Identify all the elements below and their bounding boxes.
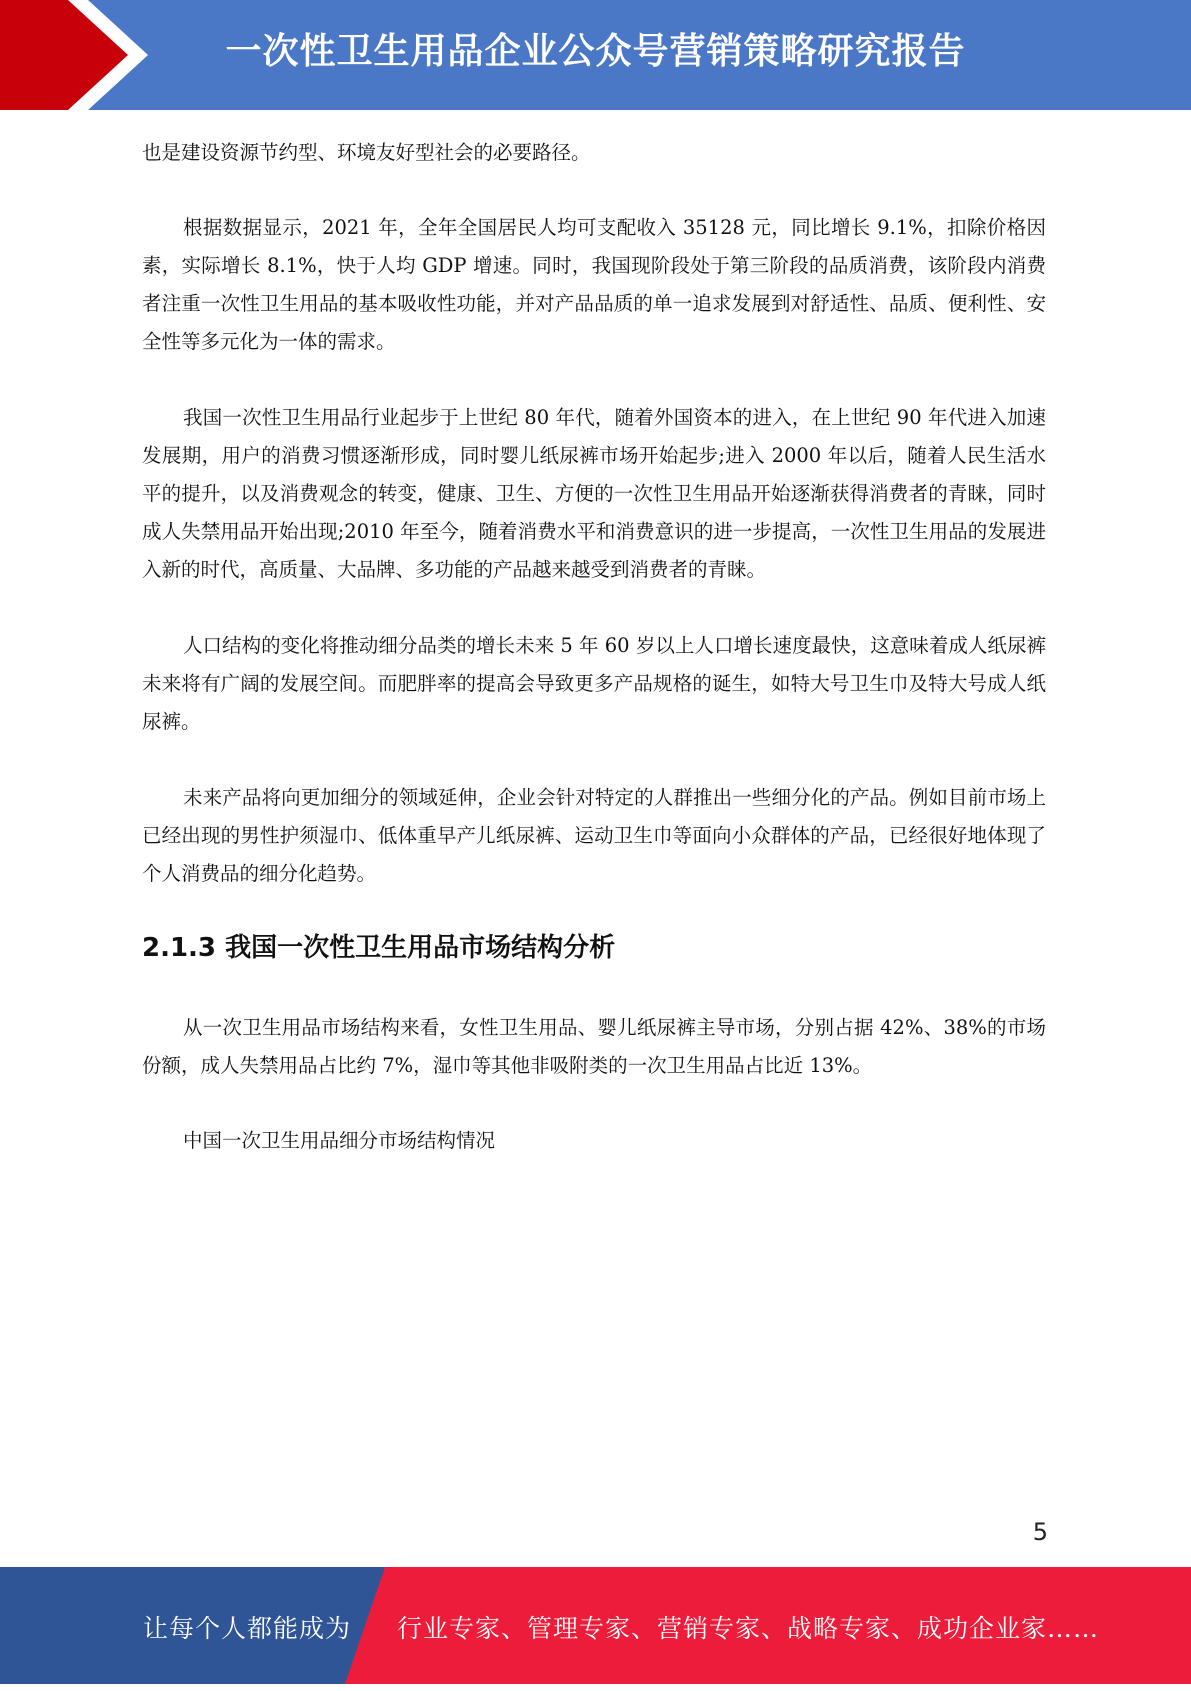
paragraph-income: 根据数据显示，2021 年，全年全国居民人均可支配收入 35128 元，同比增长 9.1%，扣除价格因素，实际增长 8.1%，快于人均 GDP 增速。同时，我国现阶段处于第三阶段的品质消费，该阶段内消费者注重一次性卫生用品的基本吸收性功能，并对产品品质的单一追求发展到对舒适性、品质、便利性、安全性等多元化为一体的需求。 [142,216,1046,353]
paragraph-industry-history: 我国一次性卫生用品行业起步于上世纪 80 年代，随着外国资本的进入，在上世纪 90 年代进入加速发展期，用户的消费习惯逐渐形成，同时婴儿纸尿裤市场开始起步;进入 2000 年以后，随着人民生活水平的提升，以及消费观念的转变，健康、卫生、方便的一次性卫生用品开始逐渐获得消费者的青睐，同时成人失禁用品开始出现;2010 年至今，随着消费水平和消费意识的进一步提高，一次性卫生用品的发展进入新的时代，高质量、大品牌、多功能的产品越来越受到消费者的青睐。 [142,406,1046,581]
document-title: 一次性卫生用品企业公众号营销策略研究报告 [225,31,966,72]
paragraph-segmentation: 未来产品将向更加细分的领域延伸，企业会针对特定的人群推出一些细分化的产品。例如目前市场上已经出现的男性护须湿巾、低体重早产儿纸尿裤、运动卫生巾等面向小众群体的产品，已经很好地体现了个人消费品的细分化趋势。 [142,786,1046,885]
page-header [0,0,1191,110]
paragraph-market-structure: 从一次卫生用品市场结构来看，女性卫生用品、婴儿纸尿裤主导市场，分别占据 42%、38%的市场份额，成人失禁用品占比约 7%，湿巾等其他非吸附类的一次卫生用品占比近 13%。 [142,1016,1046,1077]
section-heading: 2.1.3 我国一次性卫生用品市场结构分析 [142,933,616,963]
page-footer [0,1567,1191,1684]
page-number: 5 [1032,1518,1048,1546]
footer-slogan-left: 让每个人都能成为 [143,1614,352,1643]
figure-caption: 中国一次卫生用品细分市场结构情况 [183,1129,496,1152]
footer-slogan-right: 行业专家、管理专家、营销专家、战略专家、成功企业家…… [397,1614,1100,1643]
paragraph-population: 人口结构的变化将推动细分品类的增长未来 5 年 60 岁以上人口增长速度最快，这意味着成人纸尿裤未来将有广阔的发展空间。而肥胖率的提高会导致更多产品规格的诞生，如特大号卫生巾及特大号成人纸尿裤。 [142,634,1046,733]
paragraph-continuation: 也是建设资源节约型、环境友好型社会的必要路径。 [142,141,591,164]
